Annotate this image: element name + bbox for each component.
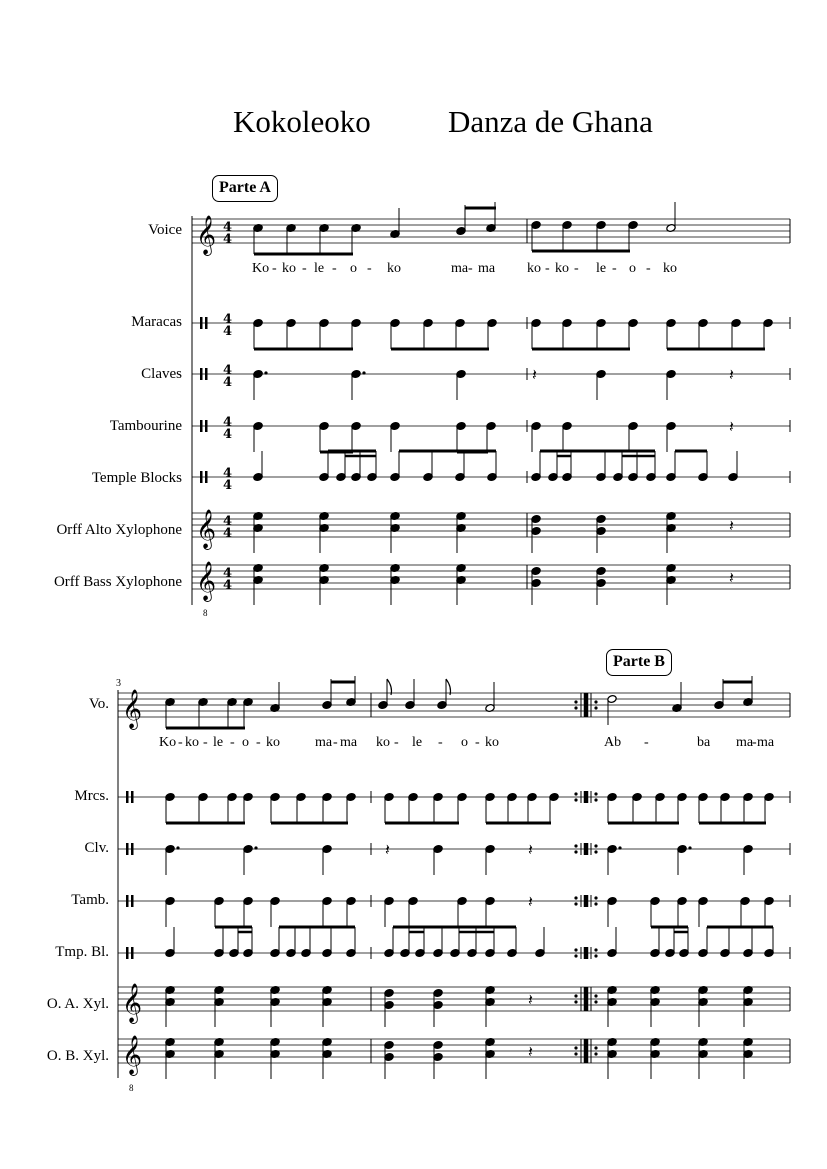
time-signature: 4 [223, 466, 233, 481]
lyric-hyphen: - [203, 735, 208, 750]
repeat-dot [574, 844, 577, 847]
lyric-hyphen: - [333, 735, 338, 750]
instrument-name: Tamb. [71, 892, 109, 908]
beam [486, 822, 551, 825]
repeat-dot [594, 706, 597, 709]
beam [667, 348, 765, 351]
percussion-clef [200, 471, 203, 483]
lyric-hyphen: - [230, 735, 235, 750]
instrument-name: Orff Alto Xylophone [56, 522, 182, 538]
percussion-clef [131, 947, 134, 959]
repeat-dot [574, 1052, 577, 1055]
lyric-hyphen: - [545, 261, 550, 276]
lyric-hyphen: - [644, 735, 649, 750]
beam [166, 727, 245, 730]
repeat-dot [594, 844, 597, 847]
lyric-syllable: le [412, 735, 423, 750]
lyric-syllable: ko [527, 261, 541, 276]
percussion-clef [205, 471, 208, 483]
lyric-hyphen: - [574, 261, 579, 276]
beam [674, 931, 688, 934]
beam [271, 822, 348, 825]
beam [557, 455, 571, 458]
quarter-rest: 𝄽 [729, 417, 734, 436]
instrument-name: Voice [148, 222, 182, 238]
time-signature: 4 [223, 415, 233, 430]
treble-clef: 𝄞 [122, 689, 143, 729]
time-signature: 4 [223, 232, 233, 247]
repeat-dot [574, 850, 577, 853]
time-signature: 4 [223, 363, 233, 378]
percussion-clef [126, 791, 129, 803]
repeat-dot [594, 994, 597, 997]
treble-clef: 𝄞 [196, 561, 217, 601]
beam [540, 450, 655, 453]
quarter-rest: 𝄽 [528, 1042, 533, 1061]
repeat-dot [594, 792, 597, 795]
lyric-syllable: ma [736, 735, 754, 750]
lyric-syllable: ba [697, 735, 711, 750]
lyric-hyphen: - [475, 735, 480, 750]
beam [699, 822, 766, 825]
instrument-name: Vo. [88, 696, 109, 712]
augmentation-dot [362, 371, 365, 374]
lyric-syllable: ko [185, 735, 199, 750]
lyric-syllable: o [461, 735, 468, 750]
instrument-name: Mrcs. [74, 788, 109, 804]
percussion-clef [131, 895, 134, 907]
time-signature: 4 [223, 427, 233, 442]
percussion-clef [131, 791, 134, 803]
percussion-clef [200, 368, 203, 380]
augmentation-dot [688, 846, 691, 849]
beam [459, 931, 494, 934]
instrument-name: Orff Bass Xylophone [53, 574, 182, 590]
lyric-syllable: ko [387, 261, 401, 276]
repeat-dot [594, 948, 597, 951]
beam [675, 450, 707, 453]
instrument-name: Maracas [131, 314, 182, 330]
beam [622, 455, 655, 458]
repeat-dot [574, 994, 577, 997]
augmentation-dot [264, 371, 267, 374]
lyric-hyphen: - [332, 261, 337, 276]
lyric-syllable: ko [282, 261, 296, 276]
time-signature: 4 [223, 566, 233, 581]
lyric-syllable: Ab [604, 735, 622, 750]
lyric-syllable: le [596, 261, 607, 276]
octave-marking: 8 [203, 608, 208, 618]
lyric-syllable: ma [757, 735, 775, 750]
instrument-name: Claves [141, 366, 182, 382]
percussion-clef [131, 843, 134, 855]
beam [391, 348, 489, 351]
time-signature: 4 [223, 375, 233, 390]
beam [532, 348, 630, 351]
lyric-syllable: ma [340, 735, 358, 750]
lyric-hyphen: - [438, 735, 443, 750]
repeat-dot [594, 1000, 597, 1003]
instrument-name: O. B. Xyl. [46, 1048, 109, 1064]
treble-clef: 𝄞 [196, 215, 217, 255]
quarter-rest: 𝄽 [729, 568, 734, 587]
lyric-hyphen: - [367, 261, 372, 276]
beam [659, 926, 688, 929]
measure-number: 3 [116, 678, 121, 689]
lyric-syllable: ma [451, 261, 469, 276]
beam [254, 253, 353, 256]
lyric-hyphen: - [178, 735, 183, 750]
beam [331, 681, 355, 684]
percussion-clef [126, 843, 129, 855]
quarter-rest: 𝄽 [528, 892, 533, 911]
title-right: Danza de Ghana [448, 104, 653, 139]
repeat-dot [574, 896, 577, 899]
time-signature: 4 [223, 312, 233, 327]
percussion-clef [205, 420, 208, 432]
augmentation-dot [254, 846, 257, 849]
lyric-hyphen: - [256, 735, 261, 750]
percussion-clef [205, 368, 208, 380]
beam [409, 931, 424, 934]
quarter-rest: 𝄽 [532, 365, 537, 384]
augmentation-dot [618, 846, 621, 849]
time-signature: 4 [223, 478, 233, 493]
repeat-dot [574, 954, 577, 957]
quarter-rest: 𝄽 [528, 990, 533, 1009]
treble-clef: 𝄞 [122, 983, 143, 1023]
beam [254, 348, 353, 351]
lyric-syllable: o [350, 261, 357, 276]
quarter-rest: 𝄽 [528, 840, 533, 859]
rehearsal-mark-b: Parte B [606, 649, 672, 676]
lyric-hyphen: - [468, 261, 473, 276]
beam [328, 450, 376, 453]
time-signature: 4 [223, 220, 233, 235]
treble-clef: 𝄞 [196, 509, 217, 549]
time-signature: 4 [223, 526, 233, 541]
repeat-dot [574, 902, 577, 905]
quarter-rest: 𝄽 [729, 365, 734, 384]
time-signature: 4 [223, 578, 233, 593]
beam [707, 926, 773, 929]
quarter-rest: 𝄽 [385, 840, 390, 859]
time-signature: 4 [223, 324, 233, 339]
repeat-dot [574, 948, 577, 951]
lyric-hyphen: - [612, 261, 617, 276]
lyric-syllable: le [314, 261, 325, 276]
lyric-syllable: ma [315, 735, 333, 750]
lyric-syllable: le [213, 735, 224, 750]
beam [399, 450, 496, 453]
rehearsal-mark-a: Parte A [212, 175, 278, 202]
octave-marking: 8 [129, 1083, 134, 1093]
instrument-name: Temple Blocks [91, 470, 182, 486]
beam [223, 926, 252, 929]
repeat-dot [594, 850, 597, 853]
percussion-clef [200, 317, 203, 329]
lyric-hyphen: - [646, 261, 651, 276]
repeat-dot [574, 706, 577, 709]
lyric-syllable: ma [478, 261, 496, 276]
repeat-dot [594, 798, 597, 801]
title-left: Kokoleoko [233, 104, 371, 139]
lyric-syllable: o [629, 261, 636, 276]
beam [279, 926, 355, 929]
repeat-dot [574, 798, 577, 801]
percussion-clef [200, 420, 203, 432]
beam [385, 822, 459, 825]
beam [532, 250, 630, 253]
lyric-syllable: Ko [159, 735, 177, 750]
quarter-rest: 𝄽 [729, 516, 734, 535]
percussion-clef [126, 895, 129, 907]
time-signature: 4 [223, 514, 233, 529]
repeat-dot [574, 700, 577, 703]
repeat-dot [594, 1046, 597, 1049]
repeat-dot [594, 954, 597, 957]
repeat-dot [594, 700, 597, 703]
beam [608, 822, 679, 825]
lyric-syllable: ko [485, 735, 499, 750]
repeat-dot [574, 1000, 577, 1003]
instrument-name: Clv. [84, 840, 109, 856]
repeat-dot [594, 902, 597, 905]
treble-clef: 𝄞 [122, 1035, 143, 1075]
beam [393, 926, 516, 929]
beam [345, 455, 376, 458]
instrument-name: Tmp. Bl. [55, 944, 109, 960]
beam [166, 822, 245, 825]
lyric-hyphen: - [272, 261, 277, 276]
augmentation-dot [176, 846, 179, 849]
lyric-syllable: o [242, 735, 249, 750]
lyric-syllable: ko [266, 735, 280, 750]
beam [723, 681, 752, 684]
repeat-dot [594, 896, 597, 899]
instrument-name: O. A. Xyl. [46, 996, 109, 1012]
repeat-dot [594, 1052, 597, 1055]
percussion-clef [126, 947, 129, 959]
beam [238, 931, 252, 934]
repeat-dot [574, 792, 577, 795]
lyric-syllable: ko [555, 261, 569, 276]
lyric-syllable: ko [663, 261, 677, 276]
instrument-name: Tambourine [109, 418, 182, 434]
percussion-clef [205, 317, 208, 329]
lyric-hyphen: - [394, 735, 399, 750]
lyric-syllable: Ko [252, 261, 270, 276]
repeat-dot [574, 1046, 577, 1049]
lyric-hyphen: - [752, 735, 757, 750]
lyric-hyphen: - [302, 261, 307, 276]
lyric-syllable: ko [376, 735, 390, 750]
beam [465, 207, 496, 210]
